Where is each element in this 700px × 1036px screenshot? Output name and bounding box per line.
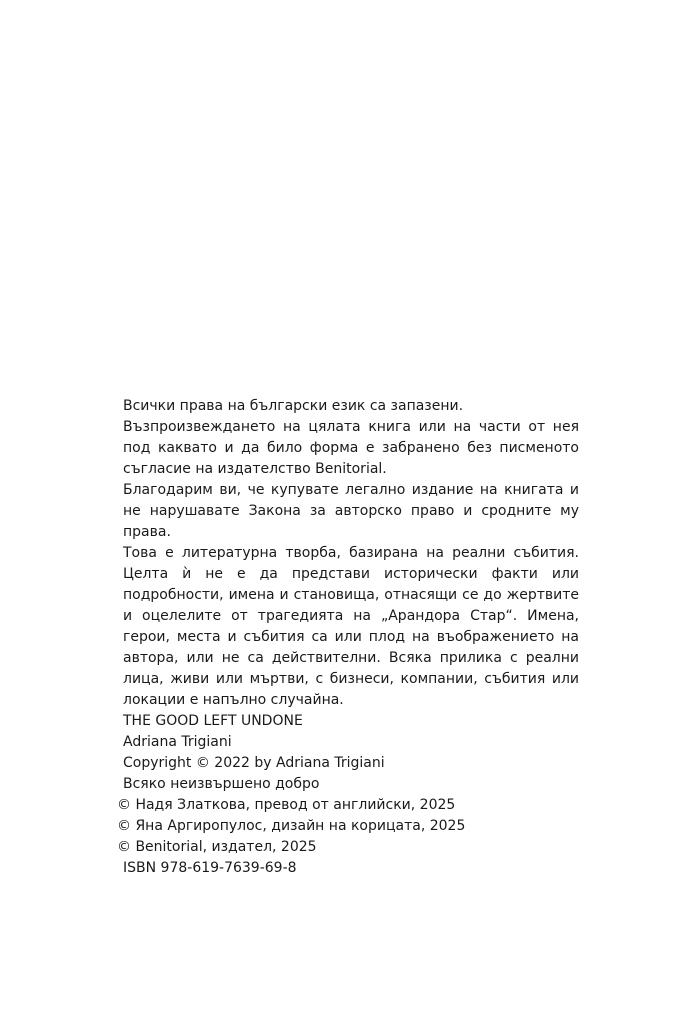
translator-credit: © Надя Златкова, превод от английски, 2025	[117, 797, 456, 813]
copyright-line: Copyright © 2022 by Adriana Trigiani	[123, 755, 385, 771]
isbn-line: ISBN 978-619-7639-69-8	[123, 860, 297, 876]
copyright-content	[117, 396, 579, 879]
thank-you-notice: Благодарим ви, че купувате легално издание на книгата и не нарушавате Закона за авторско право и сродните му права.	[123, 482, 579, 540]
original-author: Adriana Trigiani	[123, 734, 232, 750]
disclaimer-text: Това е литературна творба, базирана на реални събития. Целта ѝ не е да представи исторически факти или подробности, имена и становища, отнасящи се до жертвите и оцелелите от трагедията на „Арандора Стар“. Имена, герои, места и събития са или плод на въображението на автора, или не са действителни. Всяка прилика с реални лица, живи или мъртви, с бизнеси, компании, събития или локации е напълно случайна.	[123, 545, 579, 708]
reproduction-notice: Възпроизвеждането на цялата книга или на части от нея под каквато и да било форма е забранено без писменото съгласие на издателство Benitorial.	[123, 419, 579, 477]
rights-reserved-text: Всички права на български език са запазени.	[123, 398, 464, 414]
original-title: THE GOOD LEFT UNDONE	[123, 713, 303, 729]
publisher-credit: © Benitorial, издател, 2025	[117, 839, 317, 855]
edition-title: Всяко неизвършено добро	[123, 776, 320, 792]
cover-design-credit: © Яна Аргиропулос, дизайн на корицата, 2025	[117, 818, 466, 834]
